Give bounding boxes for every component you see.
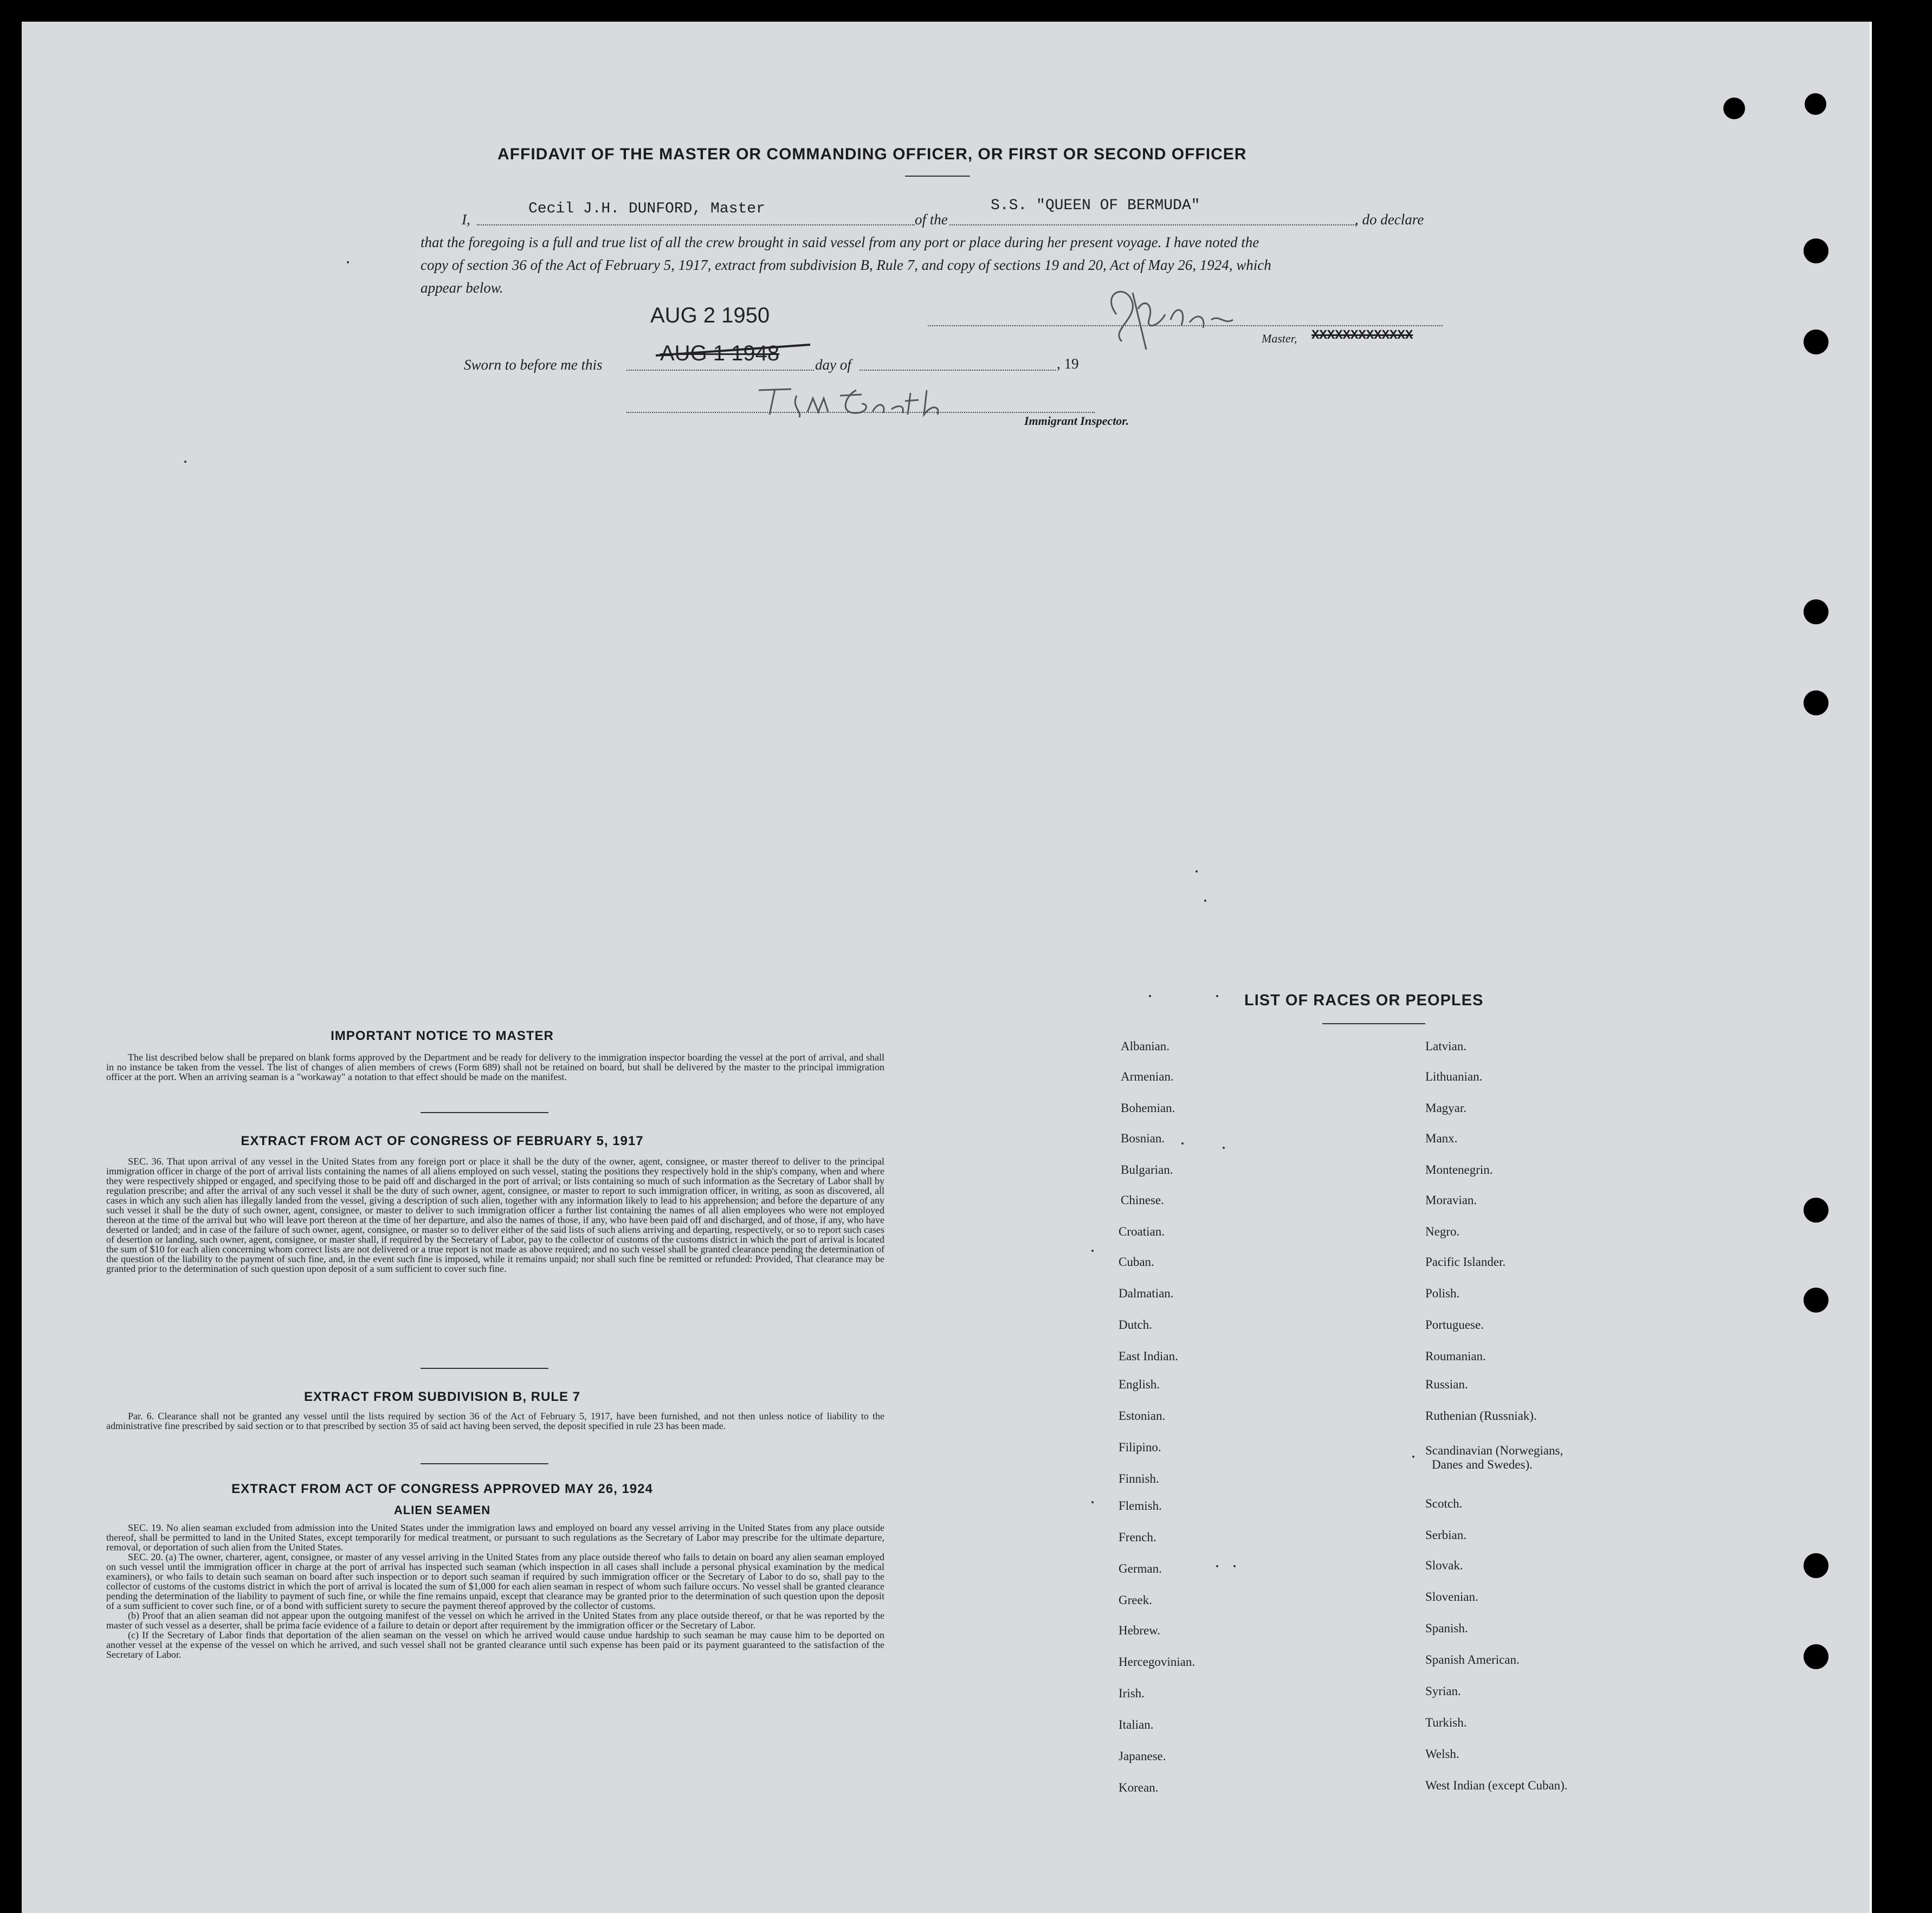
race-item: Scotch. [1425,1497,1463,1510]
i-label: I, [462,211,470,228]
speck [1216,1565,1218,1567]
race-item: Bohemian. [1121,1101,1175,1115]
race-item: Russian. [1425,1378,1468,1391]
extract-1917-title: EXTRACT FROM ACT OF CONGRESS OF FEBRUARY 5, 1917 [241,1134,644,1148]
race-item: Turkish. [1425,1716,1467,1729]
race-item: Roumanian. [1425,1349,1486,1363]
race-item: Dutch. [1119,1318,1152,1332]
race-item: Finnish. [1119,1472,1159,1485]
race-item: Flemish. [1119,1499,1162,1513]
race-item: West Indian (except Cuban). [1425,1779,1568,1792]
race-item: Slovak. [1425,1559,1463,1572]
of-the-label: of the [915,211,948,228]
divider [905,176,970,177]
race-item: Irish. [1119,1686,1145,1700]
speck [1233,1565,1236,1567]
extract-rule7-paragraph: Par. 6. Clearance shall not be granted any vessel until the lists required by section 36 of the Act of February 5, 1917, have been furnished, and not then unless notice of liability to the administrative fine prescribed by said section or to that prescribed by section 35 of said act having been served, the deposit specified in rule 23 has been made. [106,1411,884,1431]
extract-rule7-text [106,1411,884,1431]
sworn-month-line [860,370,1056,371]
race-item: English. [1119,1378,1160,1391]
speck [1216,995,1218,997]
extract-1924-subtitle: ALIEN SEAMEN [393,1503,491,1517]
punch-hole [1804,1198,1828,1223]
race-item: Croatian. [1119,1225,1165,1238]
race-item: Moravian. [1425,1193,1477,1207]
race-item: Pacific Islander. [1425,1255,1506,1269]
punch-hole [1804,238,1828,263]
vessel-name: S.S. "QUEEN OF BERMUDA" [991,197,1200,214]
affidavit-line-3: copy of section 36 of the Act of February 5, 1917, extract from subdivision B, Rule 7, and copy of sections 19 and 20, Act of May 26, 1924, which [421,257,1271,273]
race-item: French. [1119,1530,1156,1544]
race-item: Bosnian. [1121,1132,1165,1145]
day-of-label: day of [815,357,851,373]
race-item: Cuban. [1119,1255,1154,1269]
race-item: Estonian. [1119,1409,1166,1423]
race-item: Korean. [1119,1781,1159,1794]
punch-hole [1804,1288,1828,1313]
notice-paragraph: The list described below shall be prepared on blank forms approved by the Department and be ready for delivery to the immigration inspector boarding the vessel at the port of arrival, and shall in no instance be taken from the vessel. The list of changes of alien members of crews (Form 689) shall not be retained on board, but shall be delivered by the master to the principal immigration officer at the port. When an arriving seaman is a "workaway" a notation to that effect should be made on the manifest. [106,1052,884,1082]
race-item: Lithuanian. [1425,1070,1483,1083]
race-item: Bulgarian. [1121,1163,1173,1177]
divider [421,1368,548,1369]
race-item: Greek. [1119,1593,1152,1607]
speck [1091,1250,1094,1252]
sworn-day-line [626,370,814,371]
race-item: Negro. [1425,1225,1460,1238]
extract-1924-paragraph: SEC. 20. (a) The owner, charterer, agent, consignee, or master of any vessel arriving in the United States from any place outside thereof who fails to detain on board any alien seaman employed on such vessel until the immigration officer in charge at the port of arrival has inspected such seaman (which inspection in all cases shall include a personal physical examination by the medical examiners), or who fails to detain such seaman on board after such inspection or to deport such seaman if required by such immigration officer or the Secretary of Labor to do so, shall pay to the collector of customs of the customs district in which the port of arrival is located the sum of $1,000 for each alien seaman in respect of whom such failure occurs. No vessel shall be granted clearance pending the determination of the liability to payment of such fine, or while the fine remains unpaid, except that clearance may be granted prior to the determination of such question upon the deposit of a sum sufficient to cover such fine, or of a bond with sufficient surety to secure the payment thereof approved by the collector of customs. [106,1552,884,1611]
extract-1924-paragraph: SEC. 19. No alien seaman excluded from admission into the United States under the immigration laws and employed on board any vessel arriving in the United States from any place outside thereof, shall be permitted to land in the United States, except temporarily for medical treatment, or pursuant to such regulations as the Secretary of Labor may prescribe for the ultimate departure, removal, or deportation of such alien from the United States. [106,1522,884,1553]
master-label: Master, [1262,332,1297,345]
race-item: German. [1119,1562,1162,1575]
declare-label: , do declare [1355,211,1424,228]
race-item: Japanese. [1119,1749,1166,1763]
affidavit-line-2: that the foregoing is a full and true list of all the crew brought in said vessel from any port or place during her present voyage. I have noted the [421,234,1259,250]
speck [1091,1501,1094,1503]
race-item: Armenian. [1121,1070,1174,1083]
race-item: Portuguese. [1425,1318,1484,1332]
sworn-label: Sworn to before me this [464,357,603,373]
punch-hole [1804,1553,1828,1578]
inspector-label: Immigrant Inspector. [1024,414,1129,428]
extract-1924-paragraph: (c) If the Secretary of Labor finds that deportation of the alien seaman on the vessel on which he arrived would cause undue hardship to such seaman he may cause him to be deported on another vessel at the expense of the vessel on which he arrived, and such vessel shall not be granted clearance until such expense has been paid or its payment guaranteed to the satisfaction of the Secretary of Labor. [106,1630,884,1660]
date-stamp-struck: AUG 1 1948 [660,341,780,365]
race-item: Albanian. [1121,1039,1170,1053]
speck [1149,995,1151,997]
master-name: Cecil J.H. DUNFORD, Master [528,201,765,217]
notice-title: IMPORTANT NOTICE TO MASTER [331,1029,554,1043]
speck [1204,900,1206,902]
notice-text [106,1052,884,1082]
punch-hole [1723,98,1745,119]
vessel-line [949,224,1356,225]
punch-hole [1804,690,1828,715]
race-item: Chinese. [1121,1193,1164,1207]
race-item: Filipino. [1119,1440,1161,1454]
race-item: Manx. [1425,1132,1458,1145]
name-line [477,224,915,225]
race-item: Hebrew. [1119,1624,1161,1637]
divider [421,1112,548,1113]
extract-rule7-title: EXTRACT FROM SUBDIVISION B, RULE 7 [303,1389,581,1404]
extract-1917-paragraph: SEC. 36. That upon arrival of any vessel in the United States from any foreign port or place it shall be the duty of the owner, agent, consignee, or master thereof to deliver to the principal immigration officer in charge of the port of arrival lists containing the names of all aliens employed on such vessel, stating the positions they respectively hold in the ship's company, when and where they were respectively shipped or engaged, and specifying those to be paid off and discharged in the port of arrival; or lists containing so much of such information as the Secretary of Labor shall by regulation prescribe; and after the arrival of any such vessel it shall be the duty of such owner, agent, consignee, or master to report to such immigration officer, in writing, as soon as discovered, all cases in which any such alien has illegally landed from the vessel, giving a description of such alien, together with any information likely to lead to his apprehension; and before the departure of any such vessel it shall be the duty of such owner, agent, consignee, or master to deliver to such immigration officer a further list containing the names of all alien employees who were not employed thereon at the time of the arrival but who will leave port thereon at the time of her departure, and also the names of those, if any, who have been paid off and discharged, and of those, if any, who have deserted or landed; and in case of the failure of such owner, agent, consignee, or master so to deliver either of the said lists of such aliens arriving and departing, respectively, or so to report such cases of desertion or landing, such owner, agent, consignee, or master shall, if required by the Secretary of Labor, pay to the collector of customs of the customs district in which the port of arrival is located the sum of $10 for each alien concerning whom correct lists are not delivered or a true report is not made as above required; and no such vessel shall be granted clearance pending the determination of the question of the liability to the payment of such fine, and, in the event such fine is imposed, while it remains unpaid; nor shall such fine be remitted or refunded: Provided, That clearance may be granted prior to the determination of such question upon deposit of a sum sufficient to cover such fine. [106,1156,884,1274]
race-item: Latvian. [1425,1039,1466,1053]
race-item: Spanish. [1425,1621,1468,1635]
race-item: Scandinavian (Norwegians, [1425,1444,1563,1457]
race-item: East Indian. [1119,1349,1178,1363]
speck [1412,1456,1414,1458]
speck [347,261,349,263]
race-item: Welsh. [1425,1747,1459,1761]
race-item: Magyar. [1425,1101,1467,1115]
divider [421,1463,548,1464]
race-item: Ruthenian (Russniak). [1425,1409,1537,1423]
races-title: LIST OF RACES OR PEOPLES [1244,992,1484,1009]
inspector-signature [753,374,981,428]
year-label: , 19 [1057,356,1079,372]
extract-1917-text [106,1156,884,1274]
extract-1924-text [106,1523,884,1659]
extract-1924-title: EXTRACT FROM ACT OF CONGRESS APPROVED MAY 26, 1924 [231,1482,653,1496]
speck [1196,870,1198,873]
punch-hole [1804,599,1828,624]
race-item: Dalmatian. [1119,1287,1174,1300]
master-struck: XXXXXXXXXXXXX [1311,328,1413,343]
race-item: Serbian. [1425,1528,1467,1542]
affidavit-title: AFFIDAVIT OF THE MASTER OR COMMANDING OFFICER, OR FIRST OR SECOND OFFICER [497,145,1247,163]
punch-hole [1804,329,1828,354]
date-stamp: AUG 2 1950 [650,303,770,327]
race-item: Hercegovinian. [1119,1655,1196,1669]
race-item: Spanish American. [1425,1653,1520,1666]
race-item: Italian. [1119,1718,1154,1731]
extract-1924-paragraph: (b) Proof that an alien seaman did not appear upon the outgoing manifest of the vessel on which he arrived in the United States from any place outside thereof, or that he was reported by the master of such vessel as a deserter, shall be prima facie evidence of a failure to detain or deport after requirement by the immigration officer or the Secretary of Labor. [106,1610,884,1631]
speck [1223,1147,1225,1149]
race-item: Slovenian. [1425,1590,1478,1604]
race-item: Montenegrin. [1425,1163,1493,1177]
speck [1181,1142,1184,1145]
master-signature [1095,282,1257,358]
race-item: Syrian. [1425,1684,1461,1698]
punch-hole [1804,1644,1828,1669]
race-item: Polish. [1425,1287,1460,1300]
speck [184,461,186,463]
race-item: Danes and Swedes). [1432,1458,1533,1471]
divider [1322,1023,1425,1024]
affidavit-line-4: appear below. [421,280,503,296]
strike-mark [653,337,816,359]
punch-hole [1805,93,1826,115]
